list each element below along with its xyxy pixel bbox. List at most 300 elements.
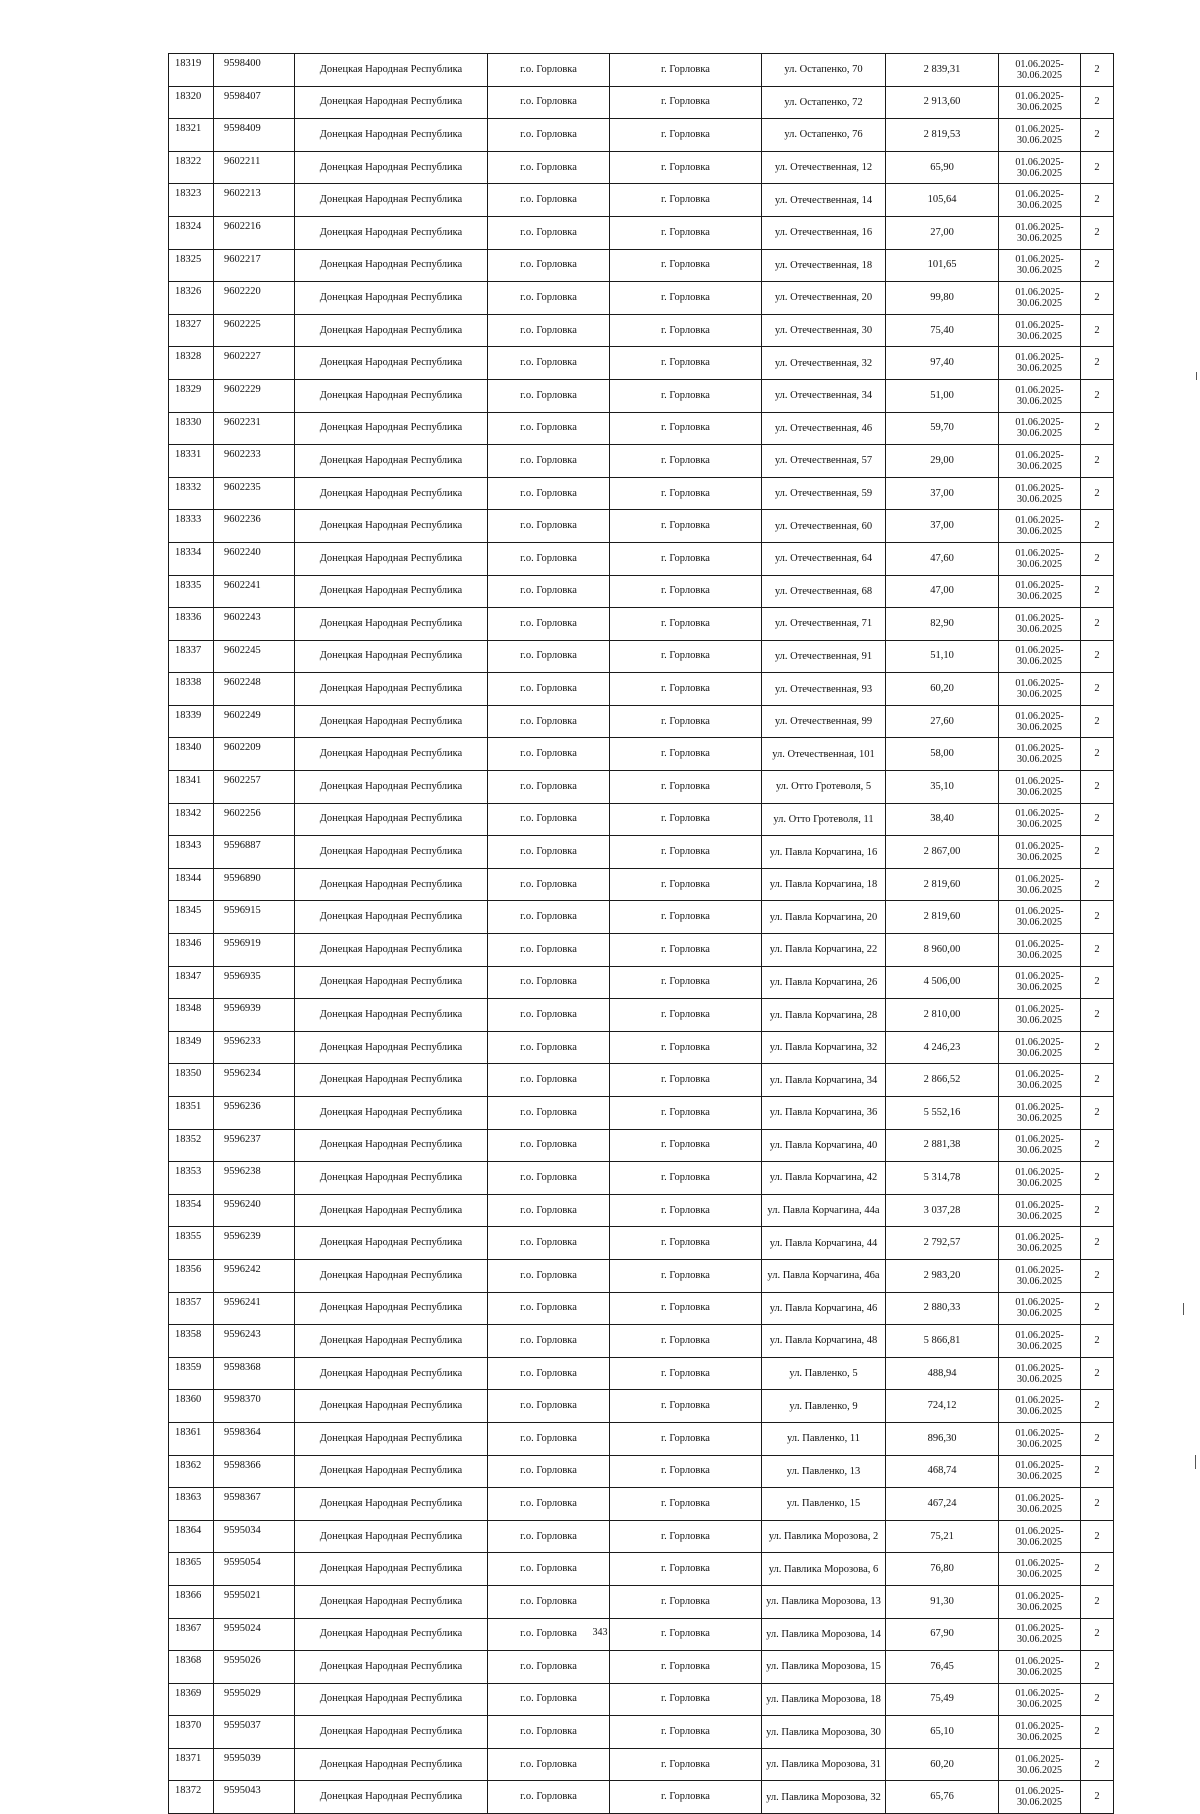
region-cell: Донецкая Народная Республика <box>295 1325 488 1358</box>
district-cell: г.о. Горловка <box>488 1194 610 1227</box>
period-cell: 01.06.2025-30.06.2025 <box>999 119 1081 152</box>
district-cell: г.о. Горловка <box>488 966 610 999</box>
category-cell: 2 <box>1081 119 1114 152</box>
object-code: 9595054 <box>214 1553 295 1586</box>
address-cell: ул. Отечественная, 18 <box>762 249 886 282</box>
object-code: 9595029 <box>214 1683 295 1716</box>
city-cell: г. Горловка <box>610 1292 762 1325</box>
table-row <box>169 1520 1114 1553</box>
row-number: 18344 <box>169 868 214 901</box>
period-cell: 01.06.2025-30.06.2025 <box>999 379 1081 412</box>
object-code: 9595034 <box>214 1520 295 1553</box>
period-cell: 01.06.2025-30.06.2025 <box>999 640 1081 673</box>
period-cell: 01.06.2025-30.06.2025 <box>999 86 1081 119</box>
region-cell: Донецкая Народная Республика <box>295 1357 488 1390</box>
region-cell: Донецкая Народная Республика <box>295 54 488 87</box>
region-cell: Донецкая Народная Республика <box>295 216 488 249</box>
region-cell: Донецкая Народная Республика <box>295 803 488 836</box>
table-row <box>169 868 1114 901</box>
period-cell: 01.06.2025-30.06.2025 <box>999 836 1081 869</box>
period-cell: 01.06.2025-30.06.2025 <box>999 1553 1081 1586</box>
object-code: 9596890 <box>214 868 295 901</box>
object-code: 9602241 <box>214 575 295 608</box>
region-cell: Донецкая Народная Республика <box>295 1488 488 1521</box>
table-row <box>169 673 1114 706</box>
table-row <box>169 575 1114 608</box>
region-cell: Донецкая Народная Республика <box>295 1651 488 1684</box>
row-number: 18362 <box>169 1455 214 1488</box>
category-cell: 2 <box>1081 738 1114 771</box>
value-cell: 488,94 <box>886 1357 999 1390</box>
address-cell: ул. Павлика Морозова, 6 <box>762 1553 886 1586</box>
region-cell: Донецкая Народная Республика <box>295 119 488 152</box>
address-cell: ул. Павленко, 11 <box>762 1422 886 1455</box>
value-cell: 2 819,60 <box>886 901 999 934</box>
table-row <box>169 1748 1114 1781</box>
value-cell: 2 983,20 <box>886 1259 999 1292</box>
city-cell: г. Горловка <box>610 1227 762 1260</box>
region-cell: Донецкая Народная Республика <box>295 705 488 738</box>
object-code: 9595037 <box>214 1716 295 1749</box>
value-cell: 27,00 <box>886 216 999 249</box>
object-code: 9598407 <box>214 86 295 119</box>
city-cell: г. Горловка <box>610 184 762 217</box>
region-cell: Донецкая Народная Республика <box>295 1618 488 1651</box>
value-cell: 91,30 <box>886 1585 999 1618</box>
address-cell: ул. Павла Корчагина, 40 <box>762 1129 886 1162</box>
row-number: 18322 <box>169 151 214 184</box>
value-cell: 97,40 <box>886 347 999 380</box>
category-cell: 2 <box>1081 1455 1114 1488</box>
value-cell: 75,40 <box>886 314 999 347</box>
object-code: 9598368 <box>214 1357 295 1390</box>
table-row <box>169 86 1114 119</box>
district-cell: г.о. Горловка <box>488 1781 610 1814</box>
district-cell: г.о. Горловка <box>488 1683 610 1716</box>
district-cell: г.о. Горловка <box>488 1031 610 1064</box>
value-cell: 47,00 <box>886 575 999 608</box>
district-cell: г.о. Горловка <box>488 1748 610 1781</box>
row-number: 18348 <box>169 999 214 1032</box>
address-cell: ул. Отечественная, 30 <box>762 314 886 347</box>
city-cell: г. Горловка <box>610 966 762 999</box>
registry-table <box>168 53 1114 1814</box>
address-cell: ул. Отечественная, 60 <box>762 510 886 543</box>
value-cell: 2 881,38 <box>886 1129 999 1162</box>
period-cell: 01.06.2025-30.06.2025 <box>999 347 1081 380</box>
object-code: 9595024 <box>214 1618 295 1651</box>
value-cell: 60,20 <box>886 673 999 706</box>
table-row <box>169 151 1114 184</box>
period-cell: 01.06.2025-30.06.2025 <box>999 1064 1081 1097</box>
city-cell: г. Горловка <box>610 836 762 869</box>
city-cell: г. Горловка <box>610 282 762 315</box>
category-cell: 2 <box>1081 1162 1114 1195</box>
period-cell: 01.06.2025-30.06.2025 <box>999 1194 1081 1227</box>
district-cell: г.о. Горловка <box>488 314 610 347</box>
row-number: 18328 <box>169 347 214 380</box>
value-cell: 724,12 <box>886 1390 999 1423</box>
address-cell: ул. Отечественная, 71 <box>762 608 886 641</box>
category-cell: 2 <box>1081 86 1114 119</box>
value-cell: 65,90 <box>886 151 999 184</box>
value-cell: 8 960,00 <box>886 934 999 967</box>
district-cell: г.о. Горловка <box>488 1585 610 1618</box>
period-cell: 01.06.2025-30.06.2025 <box>999 216 1081 249</box>
object-code: 9595043 <box>214 1781 295 1814</box>
district-cell: г.о. Горловка <box>488 412 610 445</box>
category-cell: 2 <box>1081 1259 1114 1292</box>
object-code: 9598370 <box>214 1390 295 1423</box>
region-cell: Донецкая Народная Республика <box>295 510 488 543</box>
object-code: 9602235 <box>214 477 295 510</box>
table-row <box>169 1781 1114 1814</box>
category-cell: 2 <box>1081 1553 1114 1586</box>
address-cell: ул. Павленко, 15 <box>762 1488 886 1521</box>
period-cell: 01.06.2025-30.06.2025 <box>999 1227 1081 1260</box>
district-cell: г.о. Горловка <box>488 445 610 478</box>
period-cell: 01.06.2025-30.06.2025 <box>999 1259 1081 1292</box>
period-cell: 01.06.2025-30.06.2025 <box>999 314 1081 347</box>
row-number: 18349 <box>169 1031 214 1064</box>
city-cell: г. Горловка <box>610 542 762 575</box>
scan-mark <box>1196 372 1197 380</box>
object-code: 9602248 <box>214 673 295 706</box>
object-code: 9602243 <box>214 608 295 641</box>
period-cell: 01.06.2025-30.06.2025 <box>999 184 1081 217</box>
value-cell: 467,24 <box>886 1488 999 1521</box>
row-number: 18358 <box>169 1325 214 1358</box>
address-cell: ул. Отечественная, 12 <box>762 151 886 184</box>
region-cell: Донецкая Народная Республика <box>295 966 488 999</box>
address-cell: ул. Остапенко, 72 <box>762 86 886 119</box>
row-number: 18352 <box>169 1129 214 1162</box>
object-code: 9596887 <box>214 836 295 869</box>
region-cell: Донецкая Народная Республика <box>295 1422 488 1455</box>
table-row <box>169 1097 1114 1130</box>
row-number: 18337 <box>169 640 214 673</box>
value-cell: 105,64 <box>886 184 999 217</box>
value-cell: 27,60 <box>886 705 999 738</box>
address-cell: ул. Отечественная, 16 <box>762 216 886 249</box>
value-cell: 4 246,23 <box>886 1031 999 1064</box>
table-row <box>169 379 1114 412</box>
value-cell: 38,40 <box>886 803 999 836</box>
period-cell: 01.06.2025-30.06.2025 <box>999 151 1081 184</box>
city-cell: г. Горловка <box>610 412 762 445</box>
city-cell: г. Горловка <box>610 771 762 804</box>
address-cell: ул. Павла Корчагина, 16 <box>762 836 886 869</box>
district-cell: г.о. Горловка <box>488 477 610 510</box>
category-cell: 2 <box>1081 216 1114 249</box>
region-cell: Донецкая Народная Республика <box>295 901 488 934</box>
period-cell: 01.06.2025-30.06.2025 <box>999 1390 1081 1423</box>
value-cell: 82,90 <box>886 608 999 641</box>
period-cell: 01.06.2025-30.06.2025 <box>999 608 1081 641</box>
value-cell: 2 819,53 <box>886 119 999 152</box>
address-cell: ул. Остапенко, 70 <box>762 54 886 87</box>
table-row <box>169 282 1114 315</box>
period-cell: 01.06.2025-30.06.2025 <box>999 1585 1081 1618</box>
table-row <box>169 836 1114 869</box>
category-cell: 2 <box>1081 1781 1114 1814</box>
district-cell: г.о. Горловка <box>488 640 610 673</box>
address-cell: ул. Павлика Морозова, 30 <box>762 1716 886 1749</box>
address-cell: ул. Отечественная, 14 <box>762 184 886 217</box>
district-cell: г.о. Горловка <box>488 249 610 282</box>
address-cell: ул. Отечественная, 32 <box>762 347 886 380</box>
district-cell: г.о. Горловка <box>488 1455 610 1488</box>
category-cell: 2 <box>1081 1129 1114 1162</box>
period-cell: 01.06.2025-30.06.2025 <box>999 1357 1081 1390</box>
row-number: 18320 <box>169 86 214 119</box>
city-cell: г. Горловка <box>610 1129 762 1162</box>
value-cell: 99,80 <box>886 282 999 315</box>
address-cell: ул. Павла Корчагина, 36 <box>762 1097 886 1130</box>
period-cell: 01.06.2025-30.06.2025 <box>999 901 1081 934</box>
category-cell: 2 <box>1081 347 1114 380</box>
city-cell: г. Горловка <box>610 901 762 934</box>
period-cell: 01.06.2025-30.06.2025 <box>999 412 1081 445</box>
city-cell: г. Горловка <box>610 1553 762 1586</box>
district-cell: г.о. Горловка <box>488 738 610 771</box>
category-cell: 2 <box>1081 901 1114 934</box>
object-code: 9602233 <box>214 445 295 478</box>
district-cell: г.о. Горловка <box>488 1129 610 1162</box>
period-cell: 01.06.2025-30.06.2025 <box>999 771 1081 804</box>
city-cell: г. Горловка <box>610 119 762 152</box>
region-cell: Донецкая Народная Республика <box>295 934 488 967</box>
period-cell: 01.06.2025-30.06.2025 <box>999 542 1081 575</box>
value-cell: 5 552,16 <box>886 1097 999 1130</box>
category-cell: 2 <box>1081 1292 1114 1325</box>
period-cell: 01.06.2025-30.06.2025 <box>999 1488 1081 1521</box>
row-number: 18366 <box>169 1585 214 1618</box>
period-cell: 01.06.2025-30.06.2025 <box>999 249 1081 282</box>
region-cell: Донецкая Народная Республика <box>295 1097 488 1130</box>
object-code: 9602240 <box>214 542 295 575</box>
table-row <box>169 184 1114 217</box>
period-cell: 01.06.2025-30.06.2025 <box>999 1651 1081 1684</box>
district-cell: г.о. Горловка <box>488 119 610 152</box>
table-row <box>169 445 1114 478</box>
table-row <box>169 705 1114 738</box>
table-row <box>169 314 1114 347</box>
period-cell: 01.06.2025-30.06.2025 <box>999 282 1081 315</box>
category-cell: 2 <box>1081 1520 1114 1553</box>
table-row <box>169 542 1114 575</box>
row-number: 18360 <box>169 1390 214 1423</box>
table-row <box>169 1259 1114 1292</box>
region-cell: Донецкая Народная Республика <box>295 1064 488 1097</box>
address-cell: ул. Отечественная, 93 <box>762 673 886 706</box>
district-cell: г.о. Горловка <box>488 1227 610 1260</box>
period-cell: 01.06.2025-30.06.2025 <box>999 803 1081 836</box>
document-sheet <box>168 53 1113 1814</box>
row-number: 18331 <box>169 445 214 478</box>
city-cell: г. Горловка <box>610 1357 762 1390</box>
row-number: 18351 <box>169 1097 214 1130</box>
table-row <box>169 1488 1114 1521</box>
city-cell: г. Горловка <box>610 738 762 771</box>
row-number: 18371 <box>169 1748 214 1781</box>
city-cell: г. Горловка <box>610 575 762 608</box>
table-row <box>169 1357 1114 1390</box>
registry-rows <box>169 54 1114 1814</box>
district-cell: г.о. Горловка <box>488 1292 610 1325</box>
region-cell: Донецкая Народная Республика <box>295 1162 488 1195</box>
table-row <box>169 1325 1114 1358</box>
city-cell: г. Горловка <box>610 1618 762 1651</box>
region-cell: Донецкая Народная Республика <box>295 412 488 445</box>
city-cell: г. Горловка <box>610 151 762 184</box>
table-row <box>169 412 1114 445</box>
value-cell: 2 810,00 <box>886 999 999 1032</box>
city-cell: г. Горловка <box>610 1585 762 1618</box>
city-cell: г. Горловка <box>610 1716 762 1749</box>
page-number: 343 <box>592 1627 608 1638</box>
table-row <box>169 738 1114 771</box>
table-row <box>169 119 1114 152</box>
row-number: 18367 <box>169 1618 214 1651</box>
district-cell: г.о. Горловка <box>488 54 610 87</box>
value-cell: 5 314,78 <box>886 1162 999 1195</box>
city-cell: г. Горловка <box>610 1651 762 1684</box>
period-cell: 01.06.2025-30.06.2025 <box>999 1683 1081 1716</box>
category-cell: 2 <box>1081 705 1114 738</box>
address-cell: ул. Павла Корчагина, 44 <box>762 1227 886 1260</box>
category-cell: 2 <box>1081 477 1114 510</box>
row-number: 18334 <box>169 542 214 575</box>
city-cell: г. Горловка <box>610 1455 762 1488</box>
value-cell: 2 839,31 <box>886 54 999 87</box>
address-cell: ул. Павла Корчагина, 44а <box>762 1194 886 1227</box>
period-cell: 01.06.2025-30.06.2025 <box>999 1097 1081 1130</box>
object-code: 9602257 <box>214 771 295 804</box>
district-cell: г.о. Горловка <box>488 282 610 315</box>
city-cell: г. Горловка <box>610 803 762 836</box>
district-cell: г.о. Горловка <box>488 1651 610 1684</box>
value-cell: 29,00 <box>886 445 999 478</box>
row-number: 18327 <box>169 314 214 347</box>
table-row <box>169 347 1114 380</box>
period-cell: 01.06.2025-30.06.2025 <box>999 738 1081 771</box>
city-cell: г. Горловка <box>610 510 762 543</box>
table-row <box>169 477 1114 510</box>
row-number: 18359 <box>169 1357 214 1390</box>
address-cell: ул. Отечественная, 46 <box>762 412 886 445</box>
period-cell: 01.06.2025-30.06.2025 <box>999 1520 1081 1553</box>
region-cell: Донецкая Народная Республика <box>295 608 488 641</box>
row-number: 18326 <box>169 282 214 315</box>
row-number: 18364 <box>169 1520 214 1553</box>
value-cell: 468,74 <box>886 1455 999 1488</box>
row-number: 18330 <box>169 412 214 445</box>
city-cell: г. Горловка <box>610 1683 762 1716</box>
object-code: 9596935 <box>214 966 295 999</box>
object-code: 9596939 <box>214 999 295 1032</box>
address-cell: ул. Павла Корчагина, 22 <box>762 934 886 967</box>
row-number: 18368 <box>169 1651 214 1684</box>
value-cell: 896,30 <box>886 1422 999 1455</box>
address-cell: ул. Павлика Морозова, 13 <box>762 1585 886 1618</box>
row-number: 18365 <box>169 1553 214 1586</box>
region-cell: Донецкая Народная Республика <box>295 1748 488 1781</box>
table-row <box>169 1422 1114 1455</box>
city-cell: г. Горловка <box>610 1781 762 1814</box>
table-row <box>169 1716 1114 1749</box>
region-cell: Донецкая Народная Республика <box>295 347 488 380</box>
category-cell: 2 <box>1081 184 1114 217</box>
region-cell: Донецкая Народная Республика <box>295 1259 488 1292</box>
category-cell: 2 <box>1081 673 1114 706</box>
table-row <box>169 1064 1114 1097</box>
value-cell: 2 867,00 <box>886 836 999 869</box>
value-cell: 58,00 <box>886 738 999 771</box>
value-cell: 65,10 <box>886 1716 999 1749</box>
object-code: 9602229 <box>214 379 295 412</box>
region-cell: Донецкая Народная Республика <box>295 1520 488 1553</box>
value-cell: 51,00 <box>886 379 999 412</box>
row-number: 18332 <box>169 477 214 510</box>
period-cell: 01.06.2025-30.06.2025 <box>999 1716 1081 1749</box>
city-cell: г. Горловка <box>610 999 762 1032</box>
value-cell: 3 037,28 <box>886 1194 999 1227</box>
value-cell: 35,10 <box>886 771 999 804</box>
row-number: 18321 <box>169 119 214 152</box>
region-cell: Донецкая Народная Республика <box>295 1031 488 1064</box>
row-number: 18355 <box>169 1227 214 1260</box>
region-cell: Донецкая Народная Республика <box>295 86 488 119</box>
city-cell: г. Горловка <box>610 1259 762 1292</box>
period-cell: 01.06.2025-30.06.2025 <box>999 54 1081 87</box>
object-code: 9602216 <box>214 216 295 249</box>
address-cell: ул. Отечественная, 20 <box>762 282 886 315</box>
category-cell: 2 <box>1081 1716 1114 1749</box>
object-code: 9596243 <box>214 1325 295 1358</box>
category-cell: 2 <box>1081 803 1114 836</box>
address-cell: ул. Павла Корчагина, 32 <box>762 1031 886 1064</box>
object-code: 9598400 <box>214 54 295 87</box>
district-cell: г.о. Горловка <box>488 1422 610 1455</box>
address-cell: ул. Павленко, 5 <box>762 1357 886 1390</box>
region-cell: Донецкая Народная Республика <box>295 673 488 706</box>
value-cell: 47,60 <box>886 542 999 575</box>
value-cell: 2 866,52 <box>886 1064 999 1097</box>
period-cell: 01.06.2025-30.06.2025 <box>999 510 1081 543</box>
row-number: 18340 <box>169 738 214 771</box>
table-row <box>169 1651 1114 1684</box>
district-cell: г.о. Горловка <box>488 934 610 967</box>
category-cell: 2 <box>1081 151 1114 184</box>
address-cell: ул. Остапенко, 76 <box>762 119 886 152</box>
region-cell: Донецкая Народная Республика <box>295 542 488 575</box>
category-cell: 2 <box>1081 640 1114 673</box>
value-cell: 2 880,33 <box>886 1292 999 1325</box>
category-cell: 2 <box>1081 934 1114 967</box>
object-code: 9596915 <box>214 901 295 934</box>
category-cell: 2 <box>1081 1031 1114 1064</box>
district-cell: г.о. Горловка <box>488 836 610 869</box>
category-cell: 2 <box>1081 1064 1114 1097</box>
region-cell: Донецкая Народная Республика <box>295 640 488 673</box>
category-cell: 2 <box>1081 1748 1114 1781</box>
city-cell: г. Горловка <box>610 1390 762 1423</box>
region-cell: Донецкая Народная Республика <box>295 738 488 771</box>
category-cell: 2 <box>1081 282 1114 315</box>
object-code: 9596236 <box>214 1097 295 1130</box>
row-number: 18319 <box>169 54 214 87</box>
